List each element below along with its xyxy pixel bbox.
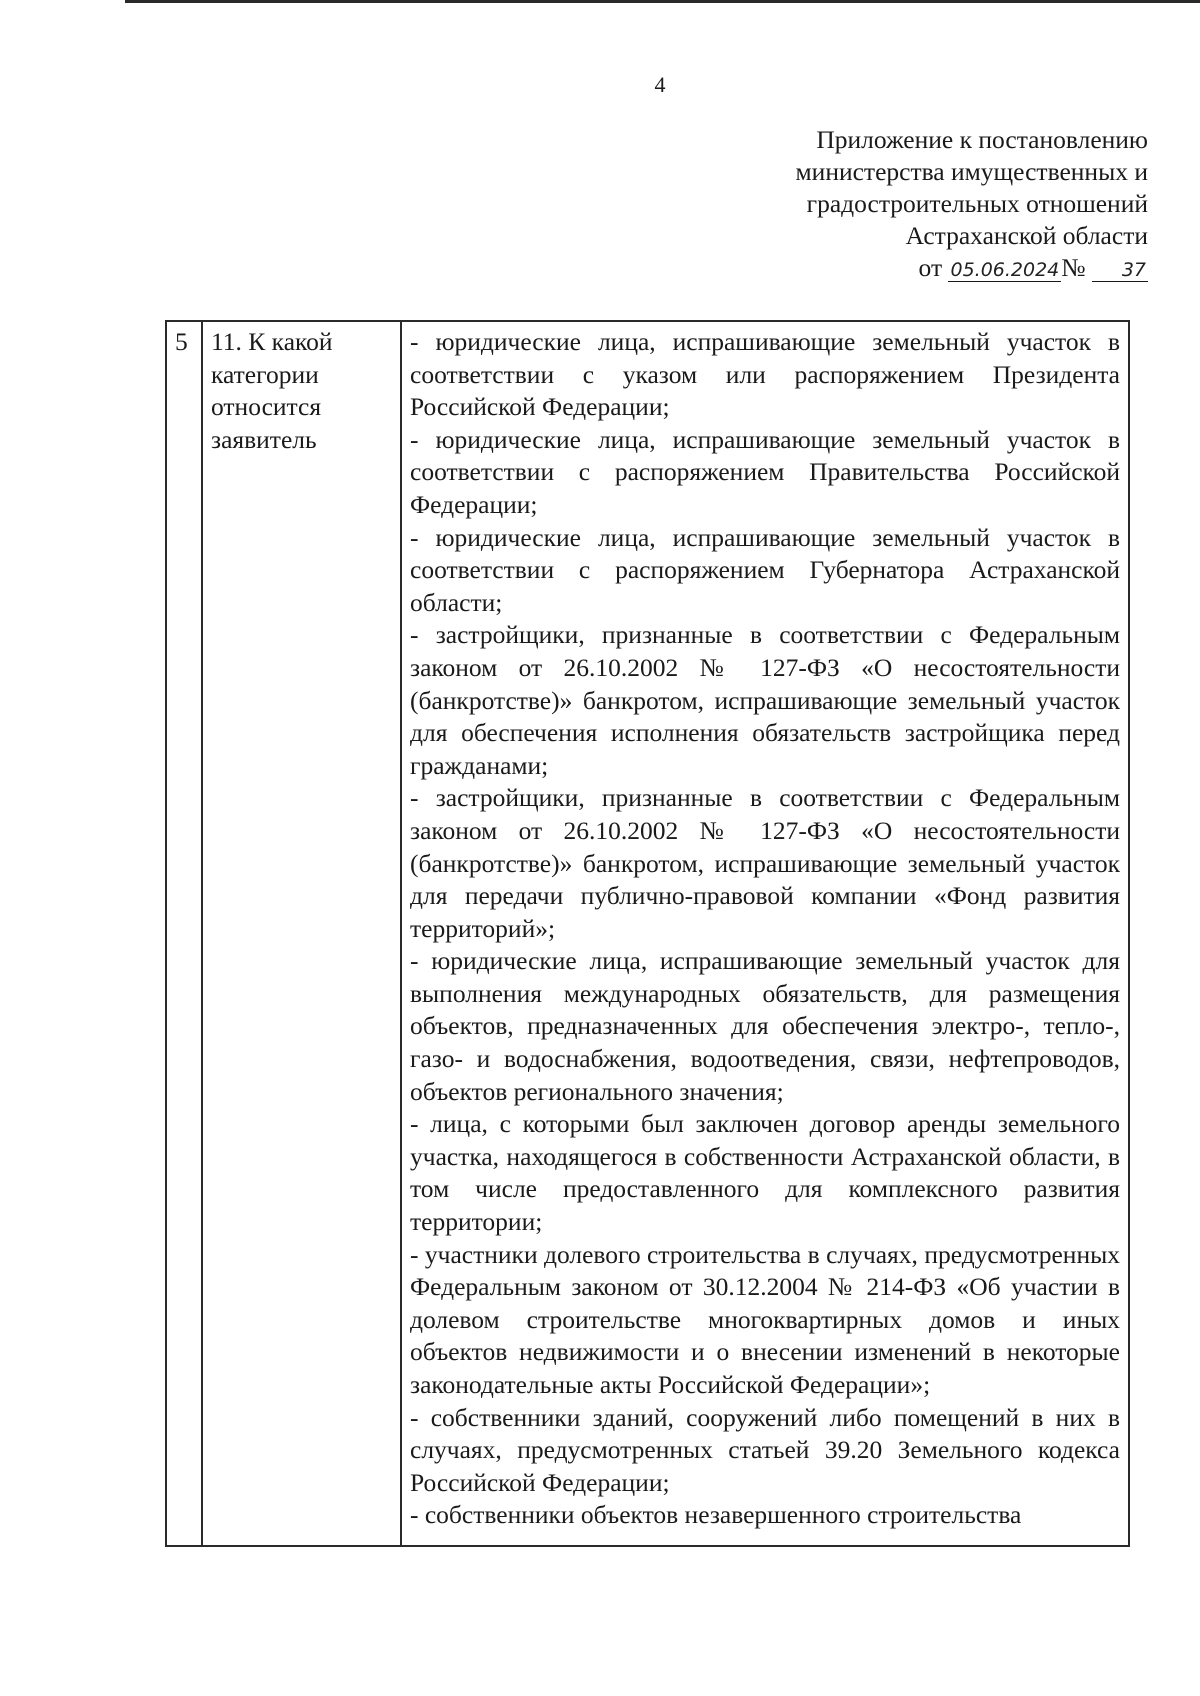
question-cell: 11. К какой категории относится заявитель [202, 321, 401, 1546]
list-item: - участники долевого строительства в случаях, предусмотренных Федеральным законом от 30.12.2004 № 214-ФЗ «Об участии в долевом строительстве многоквартирных домов и иных объектов недвижимости и о внесении изменений в некоторые законодательные акты Российской Федерации»; [410, 1239, 1120, 1399]
answer-cell [401, 321, 1129, 1546]
appendix-header [796, 124, 1148, 284]
list-item: - собственники объектов незавершенного строительства [410, 1500, 1022, 1530]
list-item: - юридические лица, испрашивающие земельный участок в соответствии с распоряжением Губернатора Астраханской области; [410, 522, 1120, 617]
header-line: Астраханской области [905, 221, 1148, 250]
header-line: Приложение к постановлению [816, 125, 1148, 154]
date-prefix: от [918, 253, 943, 282]
handwritten-number: 37 [1092, 259, 1148, 282]
number-prefix: № [1061, 253, 1086, 282]
handwritten-date: 05.06.2024 [950, 259, 1060, 281]
applicant-category-table [165, 320, 1130, 1547]
header-line: градостроительных отношений [806, 189, 1148, 218]
scan-top-edge [125, 0, 1200, 3]
list-item: - лица, с которыми был заключен договор аренды земельного участка, находящегося в собственности Астраханской области, в том числе предоставленного для комплексного развития территории; [410, 1109, 1120, 1237]
list-item: - юридические лица, испрашивающие земельный участок в соответствии с распоряжением Правительства Российской Федерации; [410, 424, 1120, 519]
header-line: министерства имущественных и [795, 157, 1148, 186]
list-item: - собственники зданий, сооружений либо помещений в них в случаях, предусмотренных статьей 39.20 Земельного кодекса Российской Федерации; [410, 1402, 1120, 1497]
page-number: 4 [654, 72, 666, 97]
decree-date-number [796, 252, 1148, 284]
list-item: - застройщики, признанные в соответствии с Федеральным законом от 26.10.2002 № 127-ФЗ «О несостоятельности (банкротстве)» банкротом, испрашивающие земельный участок для передачи публично-правовой компании «Фонд развития территорий»; [410, 783, 1120, 943]
list-item: - застройщики, признанные в соответствии с Федеральным законом от 26.10.2002 № 127-ФЗ «О несостоятельности (банкротстве)» банкротом, испрашивающие земельный участок для обеспечения исполнения обязательств застройщика перед гражданами; [410, 620, 1120, 780]
row-number: 5 [166, 321, 202, 1546]
table-row [166, 321, 1129, 1546]
list-item: - юридические лица, испрашивающие земельный участок в соответствии с указом или распоряжением Президента Российской Федерации; [410, 327, 1120, 422]
list-item: - юридические лица, испрашивающие земельный участок для выполнения международных обязательств, для размещения объектов, предназначенных для обеспечения электро-, тепло-, газо- и водоснабжения, водоотведения, связи, нефтепроводов, объектов регионального значения; [410, 946, 1120, 1106]
